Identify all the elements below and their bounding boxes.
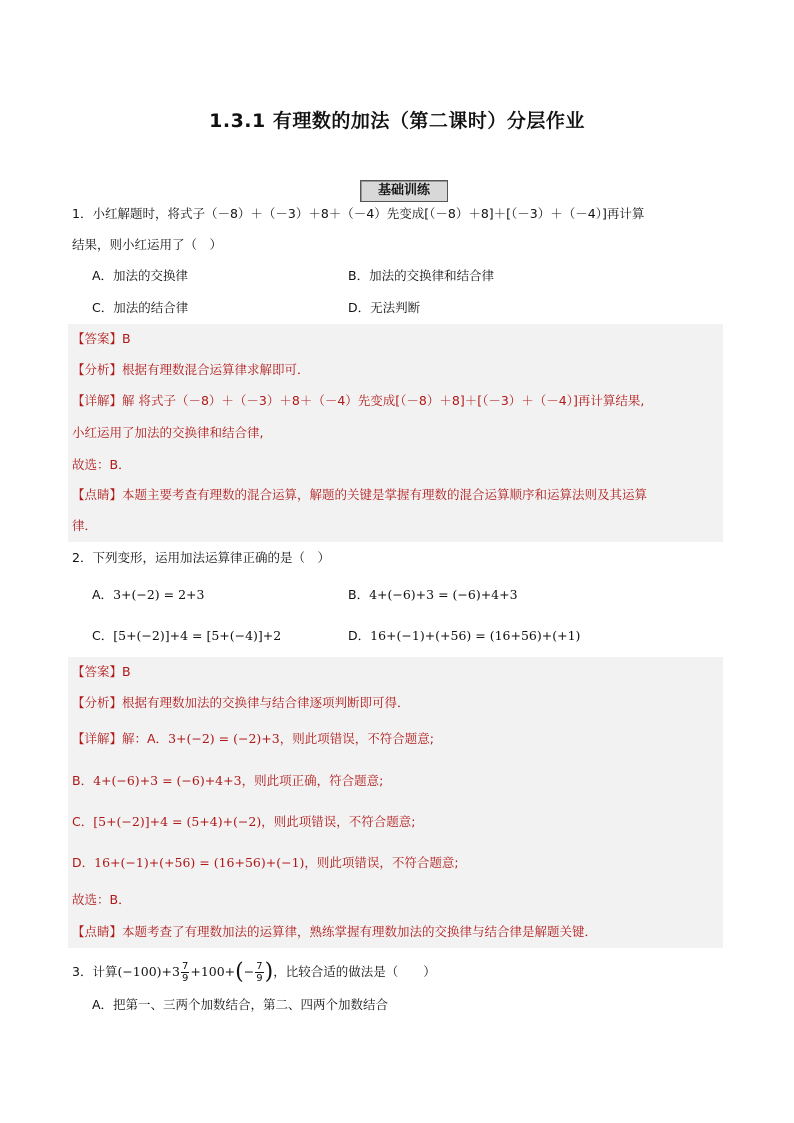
q2-option-d <box>348 627 580 645</box>
q2-analysis: 【分析】根据有理数加法的交换律与结合律逐项判断即可得． <box>72 695 410 710</box>
q1-comment-line1: 【点睛】本题主要考查有理数的混合运算，解题的关键是掌握有理数的混合运算顺序和运算法则及其运算 <box>72 487 648 502</box>
q2-detail-c-label: C． <box>72 814 94 829</box>
q3-suffix: ，比较合适的做法是（ ） <box>273 964 436 979</box>
q2-detail-a-tail: ，则此项错误，不符合题意; <box>279 731 434 746</box>
q2-detail-c <box>72 813 415 831</box>
q1-option-a: A．加法的交换律 <box>92 268 189 283</box>
q2-option-b-label: B． <box>348 587 370 602</box>
q2-detail-b-label: B． <box>72 773 94 788</box>
q3-prefix: 3．计算 <box>72 964 118 979</box>
q3-math-2: +100+ <box>190 964 236 979</box>
q2-option-d-math: 16+(−1)+(+56) = (16+56)+(+1) <box>370 628 581 643</box>
q3-option-a: A．把第一、三两个加数结合，第二、四两个加数结合 <box>92 997 389 1012</box>
q1-option-d: D．无法判断 <box>348 300 421 315</box>
q2-comment: 【点睛】本题考查了有理数加法的运算律，熟练掌握有理数加法的交换律与结合律是解题关键． <box>72 924 598 939</box>
q3-f2-sign: − <box>243 964 255 979</box>
q2-detail-d-math: 16+(−1)+(+56) = (16+56)+(−1) <box>94 855 305 870</box>
q2-detail-c-math: [5+(−2)]+4 = (5+4)+(−2) <box>93 814 262 829</box>
q3-left-paren: ( <box>235 959 244 985</box>
q1-detail-line2: 小红运用了加法的交换律和结合律, <box>72 425 264 440</box>
q3-f2-numerator: 7 <box>256 961 263 972</box>
q2-option-c-math: [5+(−2)]+4 = [5+(−4)]+2 <box>113 628 282 643</box>
q1-option-b: B．加法的交换律和结合律 <box>348 268 495 283</box>
q2-option-a-label: A． <box>92 587 114 602</box>
q3-f2-denominator: 9 <box>256 973 263 984</box>
q2-detail-b-math: 4+(−6)+3 = (−6)+4+3 <box>93 773 242 788</box>
q3-math-1: (−100)+3 <box>117 964 180 979</box>
q2-option-a-math: 3+(−2) = 2+3 <box>113 587 205 602</box>
q2-option-c-label: C． <box>92 628 114 643</box>
q2-option-b-math: 4+(−6)+3 = (−6)+4+3 <box>369 587 518 602</box>
q3-fraction-2 <box>255 961 263 984</box>
q1-stem-line2: 结果，则小红运用了（ ） <box>72 237 223 252</box>
q2-detail-b <box>72 772 383 790</box>
q2-choose: 故选：B． <box>72 892 131 907</box>
page-title: 1.3.1 有理数的加法（第二课时）分层作业 <box>209 110 585 132</box>
q3-right-paren: ) <box>264 959 274 985</box>
q3-stem <box>72 959 436 985</box>
q2-detail-d-label: D． <box>72 855 95 870</box>
q2-option-d-label: D． <box>348 628 371 643</box>
q3-f1-denominator: 9 <box>181 973 189 984</box>
section-label: 基础训练 <box>360 180 448 202</box>
q2-option-b <box>348 586 518 604</box>
q2-answer: 【答案】B <box>72 664 131 679</box>
q2-stem: 2．下列变形，运用加法运算律正确的是（ ） <box>72 550 330 565</box>
q2-option-a <box>92 586 204 604</box>
q1-option-c: C．加法的结合律 <box>92 300 189 315</box>
q1-choose: 故选：B． <box>72 457 131 472</box>
q2-option-c <box>92 627 281 645</box>
q1-detail-line1: 【详解】解 将式子（－8）＋（－3）＋8＋（－4）先变成[（－8）＋8]＋[（－3）＋（－4）]再计算结果, <box>72 393 645 408</box>
q1-comment-line2: 律． <box>72 518 98 533</box>
q1-answer: 【答案】B <box>72 331 131 346</box>
q1-stem-line1: 1．小红解题时，将式子（－8）＋（－3）＋8＋（－4）先变成[（－8）＋8]＋[（－3）＋（－4）]再计算 <box>72 206 645 221</box>
q2-detail-a <box>72 730 434 748</box>
q2-detail-a-math: 3+(−2) = (−2)+3 <box>168 731 280 746</box>
q3-fraction-1 <box>181 961 189 984</box>
q3-f1-numerator: 7 <box>181 961 189 972</box>
q2-detail-c-tail: ，则此项错误，不符合题意; <box>261 814 416 829</box>
q2-detail-b-tail: ，则此项正确，符合题意; <box>241 773 384 788</box>
q2-detail-d-tail: ，则此项错误，不符合题意; <box>304 855 459 870</box>
q2-detail-d <box>72 854 459 872</box>
q1-analysis: 【分析】根据有理数混合运算律求解即可． <box>72 362 310 377</box>
q2-detail-head: 【详解】解：A． <box>72 731 169 746</box>
